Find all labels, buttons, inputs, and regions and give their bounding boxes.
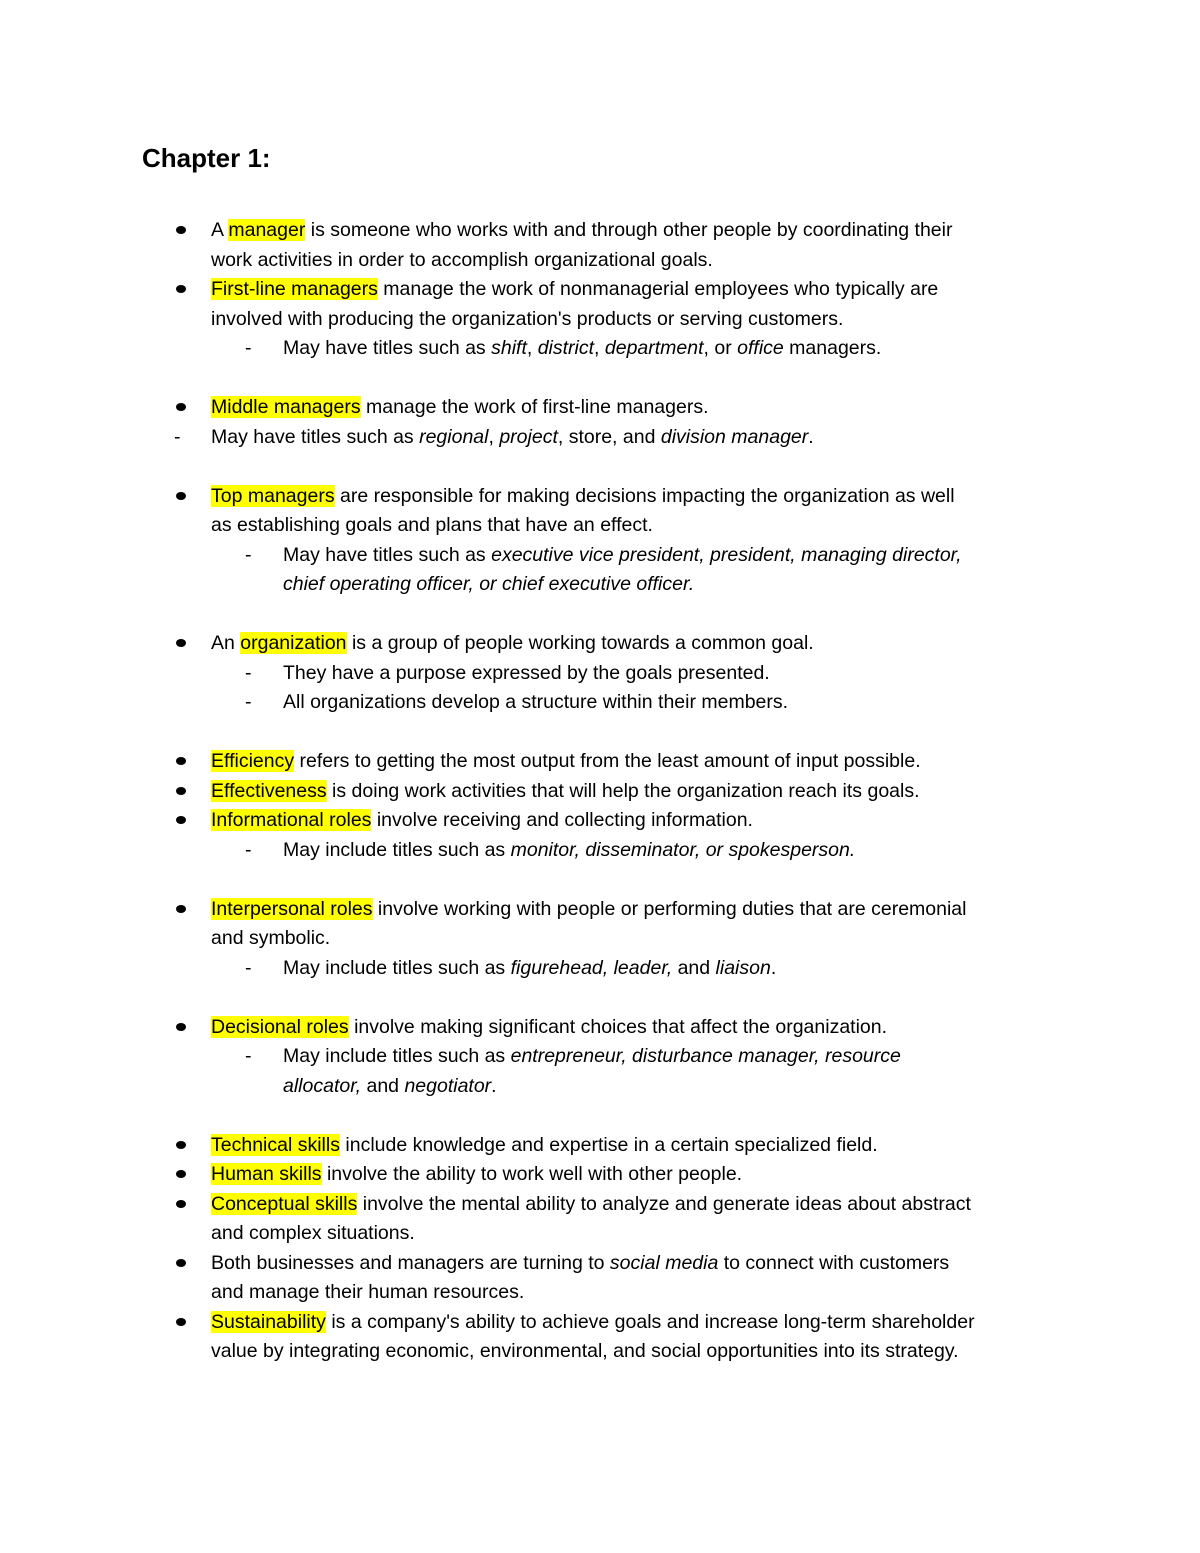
bullet-item <box>0 1249 1200 1279</box>
text-segment: involve making significant choices that affect the organization. <box>348 1015 888 1038</box>
sub-item <box>0 954 1200 984</box>
text-segment: include knowledge and expertise in a certain specialized field. <box>339 1133 878 1156</box>
bullet-item <box>0 482 1200 512</box>
text-segment: , <box>526 337 538 359</box>
sub-item <box>0 688 1200 718</box>
sub-item <box>0 659 1200 689</box>
bullet-icon <box>176 1141 186 1149</box>
text-segment: . <box>770 956 777 979</box>
text-segment: A <box>211 219 229 241</box>
highlighted-term: Effectiveness <box>211 779 327 802</box>
bullet-continuation <box>0 511 1200 541</box>
italic-term: liaison <box>715 956 771 979</box>
dash-icon: - <box>245 956 252 979</box>
highlighted-term: Middle managers <box>211 396 361 418</box>
sub-item <box>0 1072 1200 1102</box>
highlighted-term: Human skills <box>211 1163 322 1185</box>
bullet-icon <box>176 403 186 411</box>
page-title: Chapter 1: <box>142 143 271 173</box>
bullet-item <box>0 629 1200 659</box>
bullet-icon <box>176 1318 186 1326</box>
italic-term: executive vice president, president, managing director, <box>491 543 962 566</box>
text-segment: May include titles such as <box>283 838 511 861</box>
text-segment: to connect with customers <box>718 1251 950 1274</box>
dash-icon: - <box>245 1045 252 1067</box>
bullet-icon <box>176 905 186 913</box>
bullet-item <box>0 895 1200 925</box>
blank-line <box>0 452 1200 482</box>
blank-line <box>0 983 1200 1013</box>
italic-term: project <box>499 425 558 448</box>
text-segment: value by integrating economic, environmental, and social opportunities into its strategy. <box>211 1340 959 1362</box>
text-segment: , or <box>703 337 738 359</box>
bullet-icon <box>176 492 186 500</box>
bullet-icon <box>176 285 186 293</box>
highlighted-term: First-line managers <box>211 278 378 300</box>
dash-icon: - <box>174 425 181 448</box>
sub-item <box>0 423 1200 453</box>
text-segment: work activities in order to accomplish organizational goals. <box>211 248 713 271</box>
text-segment: and <box>672 956 716 979</box>
dash-icon: - <box>245 661 252 684</box>
highlighted-term: Efficiency <box>211 750 295 772</box>
dash-icon: - <box>245 543 252 566</box>
text-segment: manage the work of nonmanagerial employees who typically are <box>377 278 939 300</box>
text-segment: is someone who works with and through other people by coordinating their <box>305 219 953 241</box>
highlighted-term: organization <box>240 632 347 654</box>
italic-term: social media <box>609 1251 719 1274</box>
text-segment: , <box>488 425 500 448</box>
bullet-item <box>0 1131 1200 1161</box>
text-segment: and <box>361 1074 405 1097</box>
text-segment: May include titles such as <box>283 1045 511 1067</box>
highlighted-term: Interpersonal roles <box>211 897 373 920</box>
italic-term: entrepreneur, disturbance manager, resource <box>510 1045 901 1067</box>
highlighted-term: Conceptual skills <box>211 1192 358 1215</box>
bullet-icon <box>176 1200 186 1208</box>
bullet-icon <box>176 1170 186 1178</box>
text-segment: . <box>808 425 814 448</box>
bullet-item <box>0 216 1200 246</box>
blank-line <box>0 364 1200 394</box>
text-segment: manage the work of first-line managers. <box>360 396 709 418</box>
text-segment: and manage their human resources. <box>211 1281 525 1303</box>
highlighted-term: Top managers <box>211 484 335 507</box>
highlighted-term: Informational roles <box>211 809 372 831</box>
blank-line <box>0 600 1200 630</box>
italic-term: office <box>737 337 784 359</box>
bullet-item <box>0 1160 1200 1190</box>
text-segment: involved with producing the organization's products or serving customers. <box>211 307 844 330</box>
text-segment: All organizations develop a structure within their members. <box>283 691 789 713</box>
text-segment: involve receiving and collecting information. <box>371 809 753 831</box>
italic-term: negotiator <box>404 1074 492 1097</box>
bullet-icon <box>176 816 186 824</box>
sub-item <box>0 836 1200 866</box>
bullet-continuation <box>0 1219 1200 1249</box>
blank-line <box>0 865 1200 895</box>
bullet-icon <box>176 639 186 647</box>
bullet-item <box>0 275 1200 305</box>
bullet-item <box>0 1190 1200 1220</box>
bullet-icon <box>176 1259 186 1267</box>
text-segment: May include titles such as <box>283 956 511 979</box>
highlighted-term: Sustainability <box>211 1310 326 1333</box>
italic-term: shift <box>491 337 527 359</box>
blank-line <box>0 718 1200 748</box>
highlighted-term: Technical skills <box>211 1133 340 1156</box>
bullet-item <box>0 1308 1200 1338</box>
dash-icon: - <box>245 691 252 713</box>
italic-term: figurehead, leader, <box>510 956 673 979</box>
text-segment: May have titles such as <box>283 543 492 566</box>
dash-icon: - <box>245 337 252 359</box>
bullet-continuation <box>0 246 1200 276</box>
notes-list <box>0 216 1200 1367</box>
bullet-icon <box>176 1023 186 1031</box>
text-segment: involve the ability to work well with other people. <box>321 1163 743 1185</box>
italic-term: district <box>537 337 595 359</box>
text-segment: refers to getting the most output from the least amount of input possible. <box>294 750 921 772</box>
sub-item <box>0 334 1200 364</box>
bullet-continuation <box>0 1278 1200 1308</box>
bullet-continuation <box>0 1337 1200 1367</box>
italic-term: allocator, <box>283 1074 362 1097</box>
highlighted-term: manager <box>228 219 306 241</box>
bullet-item <box>0 747 1200 777</box>
bullet-icon <box>176 787 186 795</box>
sub-item <box>0 541 1200 571</box>
highlighted-term: Decisional roles <box>211 1015 349 1038</box>
italic-term: division manager <box>660 425 809 448</box>
sub-item <box>0 1042 1200 1072</box>
sub-item <box>0 570 1200 600</box>
blank-line <box>0 1101 1200 1131</box>
bullet-item <box>0 777 1200 807</box>
italic-term: department <box>604 337 704 359</box>
text-segment: , store, and <box>557 425 661 448</box>
text-segment: is a group of people working towards a common goal. <box>346 632 814 654</box>
bullet-item <box>0 393 1200 423</box>
bullet-item <box>0 1013 1200 1043</box>
dash-icon: - <box>245 838 252 861</box>
text-segment: Both businesses and managers are turning to <box>211 1251 610 1274</box>
text-segment: involve working with people or performing duties that are ceremonial <box>372 897 967 920</box>
text-segment: is a company's ability to achieve goals and increase long-term shareholder <box>325 1310 975 1333</box>
bullet-continuation <box>0 305 1200 335</box>
bullet-icon <box>176 226 186 234</box>
text-segment: involve the mental ability to analyze and generate ideas about abstract <box>357 1192 971 1215</box>
text-segment: , <box>594 337 605 359</box>
italic-term: monitor, disseminator, or spokesperson. <box>510 838 856 861</box>
text-segment: An <box>211 632 241 654</box>
text-segment: managers. <box>783 337 882 359</box>
text-segment: They have a purpose expressed by the goals presented. <box>283 661 770 684</box>
bullet-continuation <box>0 924 1200 954</box>
text-segment: May have titles such as <box>283 337 492 359</box>
text-segment: and symbolic. <box>211 927 331 949</box>
text-segment: and complex situations. <box>211 1222 415 1244</box>
bullet-item <box>0 806 1200 836</box>
text-segment: . <box>491 1074 497 1097</box>
text-segment: as establishing goals and plans that have an effect. <box>211 514 653 536</box>
italic-term: regional <box>419 425 489 448</box>
text-segment: are responsible for making decisions impacting the organization as well <box>334 484 955 507</box>
text-segment: is doing work activities that will help the organization reach its goals. <box>326 779 920 802</box>
text-segment: May have titles such as <box>211 425 420 448</box>
bullet-icon <box>176 757 186 765</box>
italic-term: chief operating officer, or chief executive officer. <box>283 573 695 595</box>
